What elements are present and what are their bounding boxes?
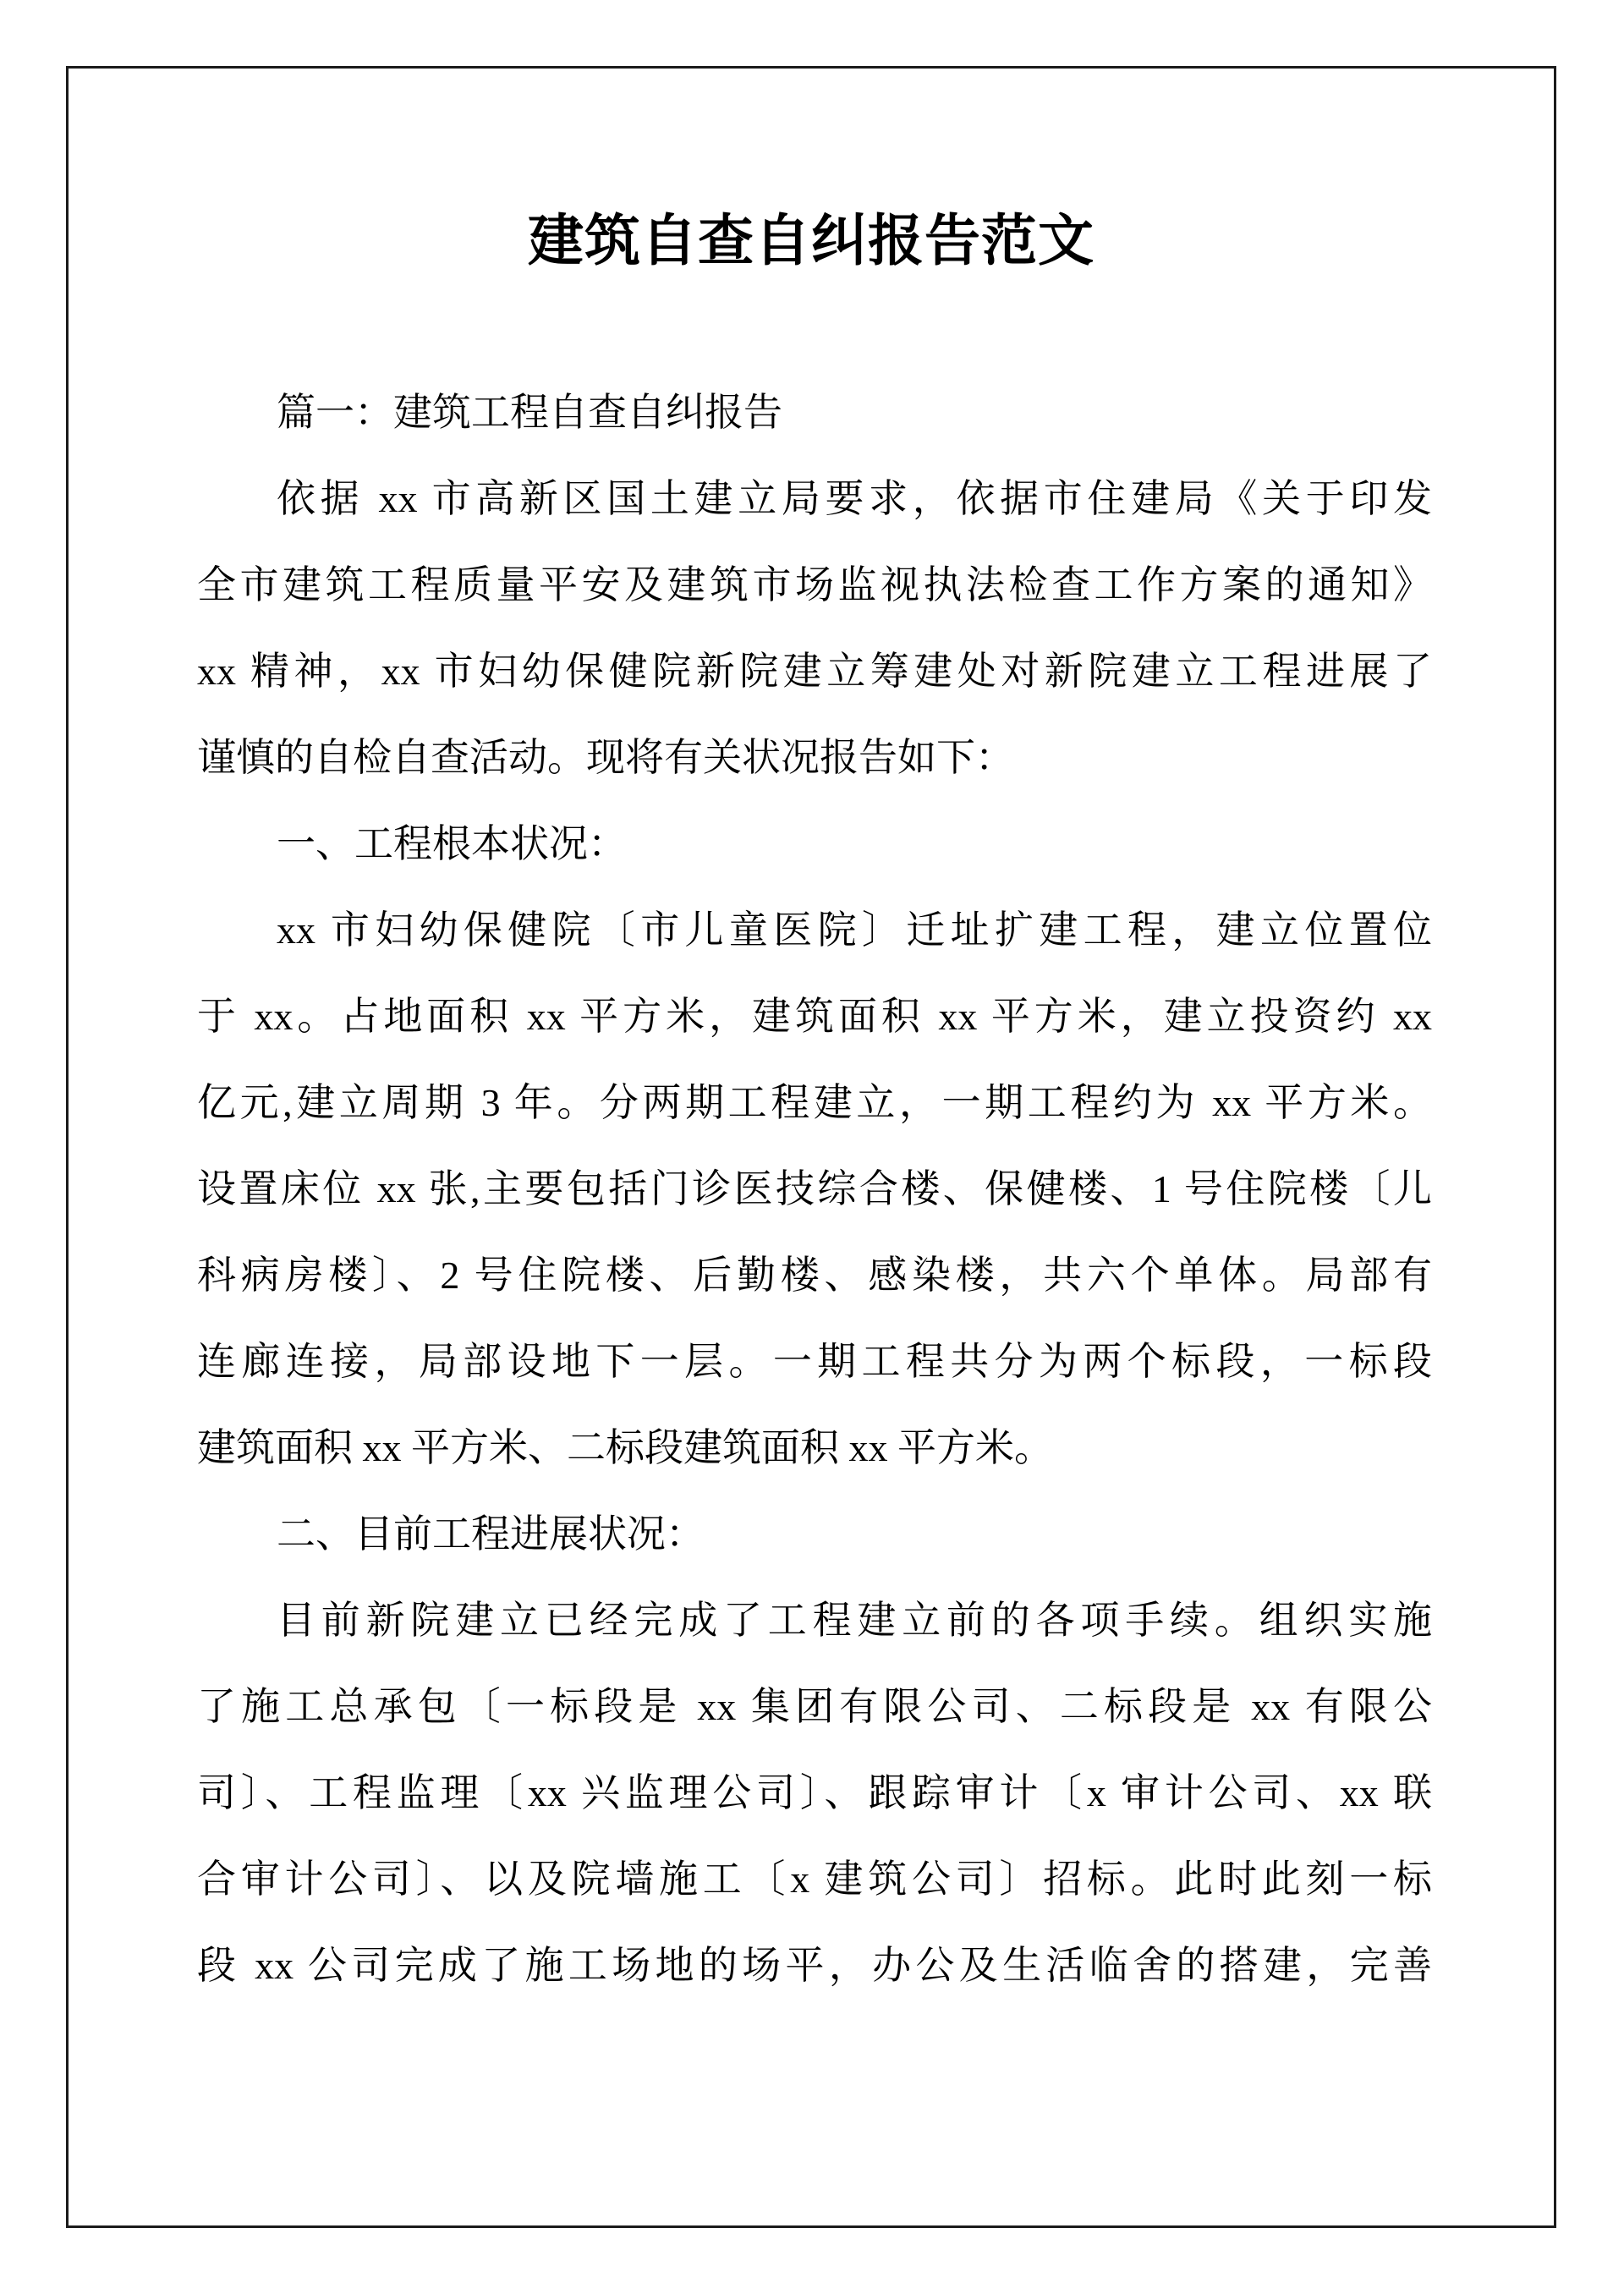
text-line: 段 xx 公司完成了施工场地的场平，办公及生活临舍的搭建，完善 xyxy=(197,1944,1432,1987)
text-line: 依据 xx 市高新区国土建立局要求，依据市住建局《关于印发 xyxy=(277,477,1432,520)
text-line: 科病房楼〕、2 号住院楼、后勤楼、感染楼，共六个单体。局部有 xyxy=(197,1254,1432,1297)
text-line: 合审计公司〕、以及院墙施工〔x 建筑公司〕招标。此时此刻一标 xyxy=(197,1858,1432,1901)
document-body xyxy=(197,370,1432,2009)
page-border-frame xyxy=(66,66,1556,2228)
text-line: 设置床位 xx 张,主要包括门诊医技综合楼、保健楼、1 号住院楼〔儿 xyxy=(197,1167,1432,1210)
text-line: 二、目前工程进展状况： xyxy=(277,1512,705,1556)
text-line: xx 市妇幼保健院〔市儿童医院〕迁址扩建工程，建立位置位 xyxy=(277,908,1432,952)
text-line: 亿元,建立周期 3 年。分两期工程建立，一期工程约为 xx 平方米。 xyxy=(197,1081,1432,1124)
text-line: 目前新院建立已经完成了工程建立前的各项手续。组织实施 xyxy=(277,1599,1432,1642)
text-line: 司〕、工程监理〔xx 兴监理公司〕、跟踪审计〔x 审计公司、xx 联 xyxy=(197,1771,1432,1814)
text-line: 全市建筑工程质量平安及建筑市场监视执法检查工作方案的通知》 xyxy=(197,563,1432,606)
text-line: 谨慎的自检自查活动。现将有关状况报告如下： xyxy=(197,736,1014,779)
text-line: 一、工程根本状况： xyxy=(277,822,627,865)
document-title: 建筑自查自纠报告范文 xyxy=(528,211,1095,272)
text-line: 于 xx。占地面积 xx 平方米，建筑面积 xx 平方米，建立投资约 xx xyxy=(197,995,1432,1038)
text-line: 连廊连接，局部设地下一层。一期工程共分为两个标段，一标段 xyxy=(197,1340,1432,1383)
text-line: 建筑面积 xx 平方米、二标段建筑面积 xx 平方米。 xyxy=(197,1426,1053,1469)
text-line: 了施工总承包〔一标段是 xx 集团有限公司、二标段是 xx 有限公 xyxy=(197,1685,1432,1728)
text-line: 篇一：建筑工程自查自纠报告 xyxy=(277,391,782,434)
text-line: xx 精神，xx 市妇幼保健院新院建立筹建处对新院建立工程进展了 xyxy=(197,650,1432,693)
